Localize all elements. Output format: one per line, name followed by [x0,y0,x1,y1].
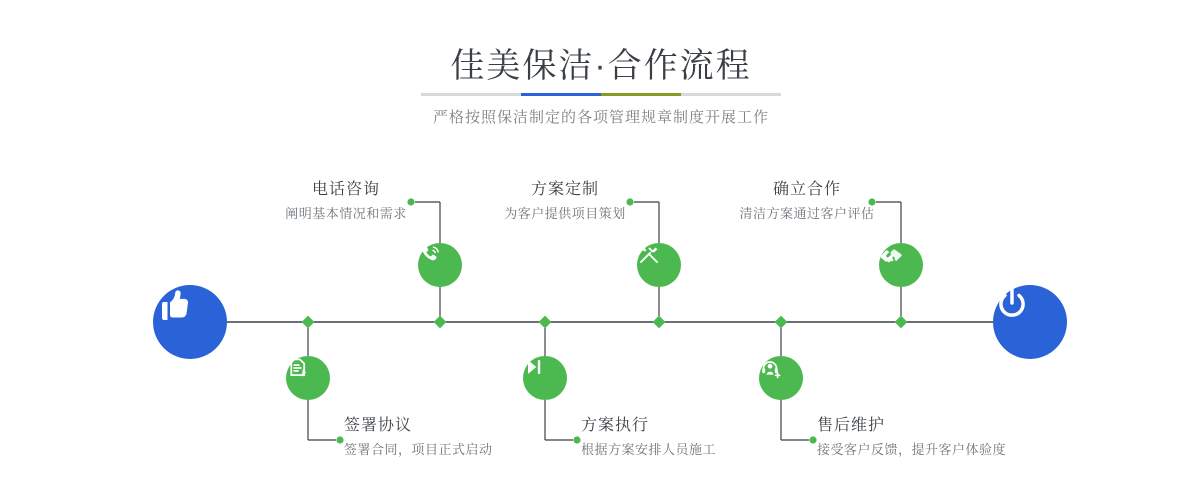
step-title-6: 售后维护 [817,417,886,434]
step-node-4[interactable] [523,356,567,400]
page-title: 佳美保洁·合作流程 [450,47,752,85]
step-label-2 [344,416,604,460]
step-node-6[interactable] [759,356,803,400]
step-desc-3: 为客户提供项目策划 [504,206,626,221]
step-title-5: 确立合作 [772,181,841,198]
step-node-1[interactable] [418,243,462,287]
divider-left-grey [421,93,521,96]
step-label-3 [470,180,660,224]
divider-olive [601,93,681,96]
end-node[interactable] [993,285,1067,359]
step-node-5[interactable] [879,243,923,287]
divider-blue [521,93,601,96]
step-node-3[interactable] [637,243,681,287]
divider-right-grey [681,93,781,96]
start-node[interactable] [153,285,227,359]
step-desc-1: 阐明基本情况和需求 [285,206,407,221]
step-label-4 [581,416,841,460]
process-timeline [0,150,1202,502]
page-subtitle: 严格按照保洁制定的各项管理规章制度开展工作 [432,109,769,126]
step-label-5 [712,180,902,224]
step-title-2: 签署协议 [344,417,413,434]
step-desc-5: 清洁方案通过客户评估 [739,206,875,221]
step-label-6 [817,416,1117,460]
title-divider [421,93,781,96]
step-desc-4: 根据方案安排人员施工 [581,442,717,457]
step-title-1: 电话咨询 [311,181,380,198]
step-desc-6: 接受客户反馈，提升客户体验度 [817,442,1007,457]
step-title-4: 方案执行 [581,417,650,434]
step-label-1 [251,180,441,224]
step-title-3: 方案定制 [530,181,599,198]
step-node-2[interactable] [286,356,330,400]
step-desc-2: 签署合同，项目正式启动 [344,442,493,457]
